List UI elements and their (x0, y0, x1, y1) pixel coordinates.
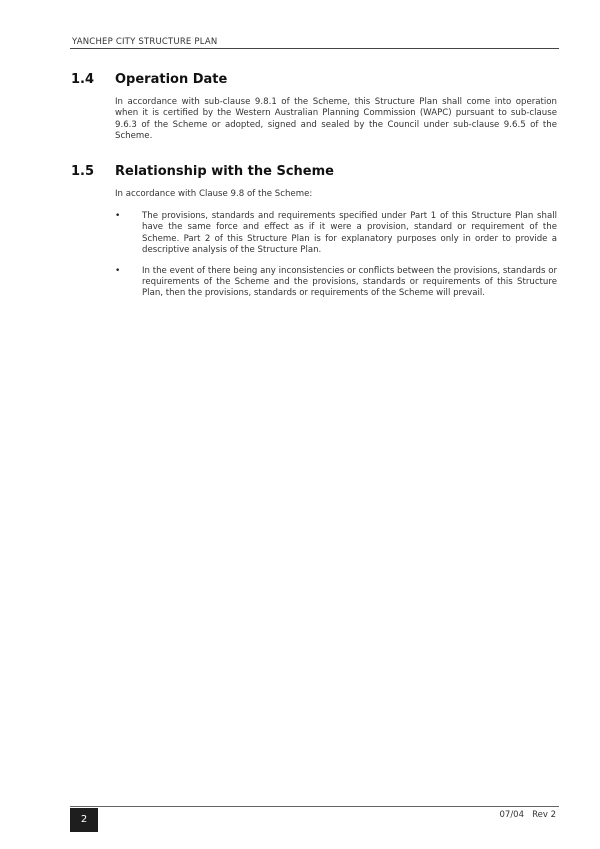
header-rule (70, 48, 559, 49)
running-header: YANCHEP CITY STRUCTURE PLAN (72, 37, 218, 47)
section-number-1-5: 1.5 (71, 164, 95, 179)
revision-label: 07/04 Rev 2 (499, 810, 556, 820)
relationship-bullet-list (115, 211, 557, 309)
section-number-1-4: 1.4 (71, 72, 95, 87)
bullet-text: In the event of there being any inconsistencies or conflicts between the provisions, standards or requirements of the Scheme and the provisions, standards or requirements of this Structure Plan, then the provisions, standards or requirements of the Scheme will prevail. (142, 265, 557, 299)
bullet-icon: • (115, 211, 121, 221)
section-title-relationship: Relationship with the Scheme (115, 164, 334, 179)
bullet-text: The provisions, standards and requirements specified under Part 1 of this Structure Plan shall have the same force and effect as if it were a provision, standard or requirement of the Scheme. Part 2 of this Structure Plan is for explanatory purposes only in order to provide a descriptive analysis of the Structure Plan. (142, 211, 557, 256)
bullet-icon: • (115, 265, 121, 276)
list-item (115, 266, 557, 300)
page-number: 2 (70, 808, 98, 832)
relationship-intro-paragraph: In accordance with Clause 9.8 of the Scheme: (115, 189, 313, 199)
footer-rule (70, 806, 559, 807)
list-item (115, 211, 557, 257)
section-title-operation-date: Operation Date (115, 72, 228, 87)
operation-date-paragraph: In accordance with sub-clause 9.8.1 of the Scheme, this Structure Plan shall come into operation when it is certified by the Western Australian Planning Commission (WAPC) pursuant to sub-clause 9.6.3 of the Scheme or adopted, signed and sealed by the Council under sub-clause 9.6.5 of the Scheme. (115, 97, 557, 142)
